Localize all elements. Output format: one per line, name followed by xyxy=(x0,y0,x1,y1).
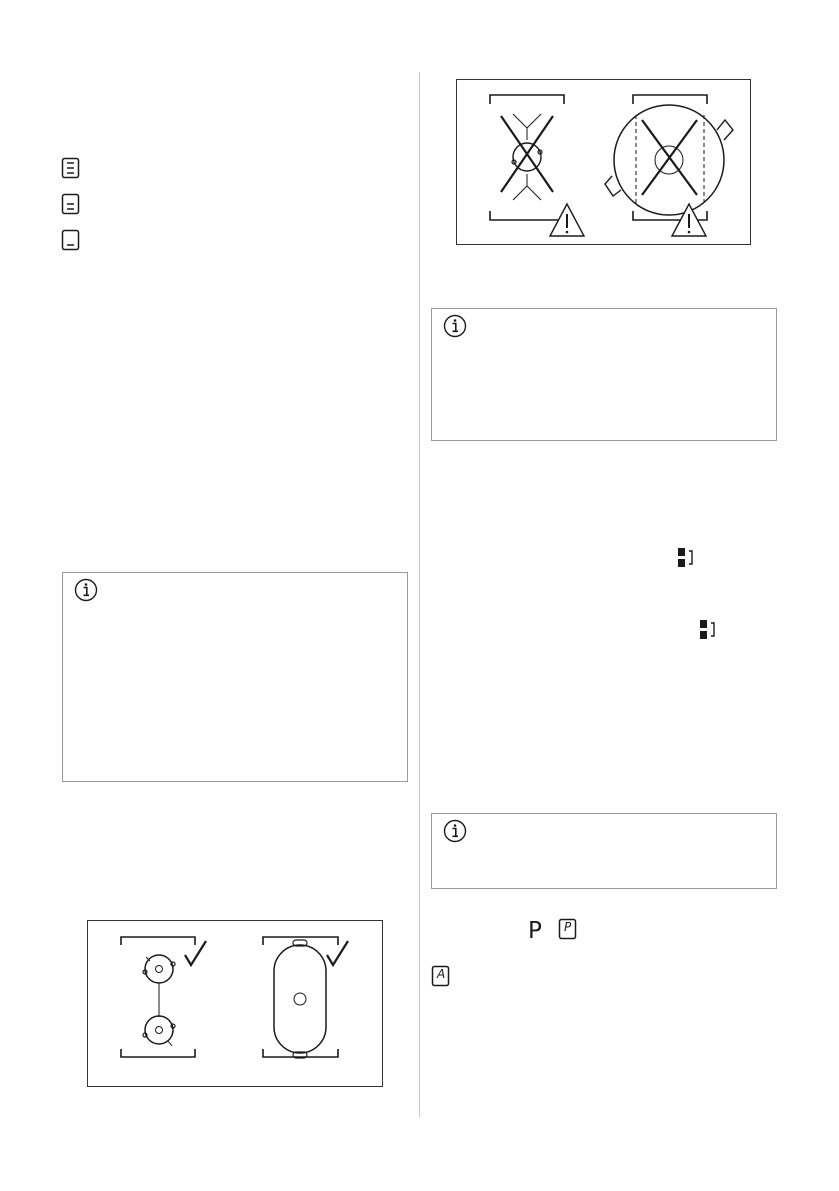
info-icon xyxy=(443,819,467,843)
info-box xyxy=(431,813,777,889)
figure-incorrect-cookware xyxy=(456,79,751,245)
info-box xyxy=(62,572,408,782)
level-high-icon xyxy=(61,157,81,179)
info-icon xyxy=(443,314,467,338)
power-display-label: P xyxy=(564,920,572,934)
bridge-zone-icon xyxy=(699,619,719,641)
power-boost-letter: P xyxy=(528,918,542,944)
level-low-icon xyxy=(61,229,81,251)
auto-display-label: A xyxy=(437,967,446,981)
level-medium-icon xyxy=(61,193,81,215)
oval-pot-icon xyxy=(274,940,326,1058)
bridge-zone-icon xyxy=(677,547,697,569)
auto-display-icon xyxy=(431,965,451,987)
round-pot-icon xyxy=(143,955,175,1046)
info-icon xyxy=(74,578,98,602)
power-display-icon xyxy=(558,918,578,940)
column-divider xyxy=(419,72,420,1117)
info-box xyxy=(431,308,777,441)
figure-correct-cookware xyxy=(87,920,383,1087)
small-pot-icon xyxy=(512,114,542,200)
